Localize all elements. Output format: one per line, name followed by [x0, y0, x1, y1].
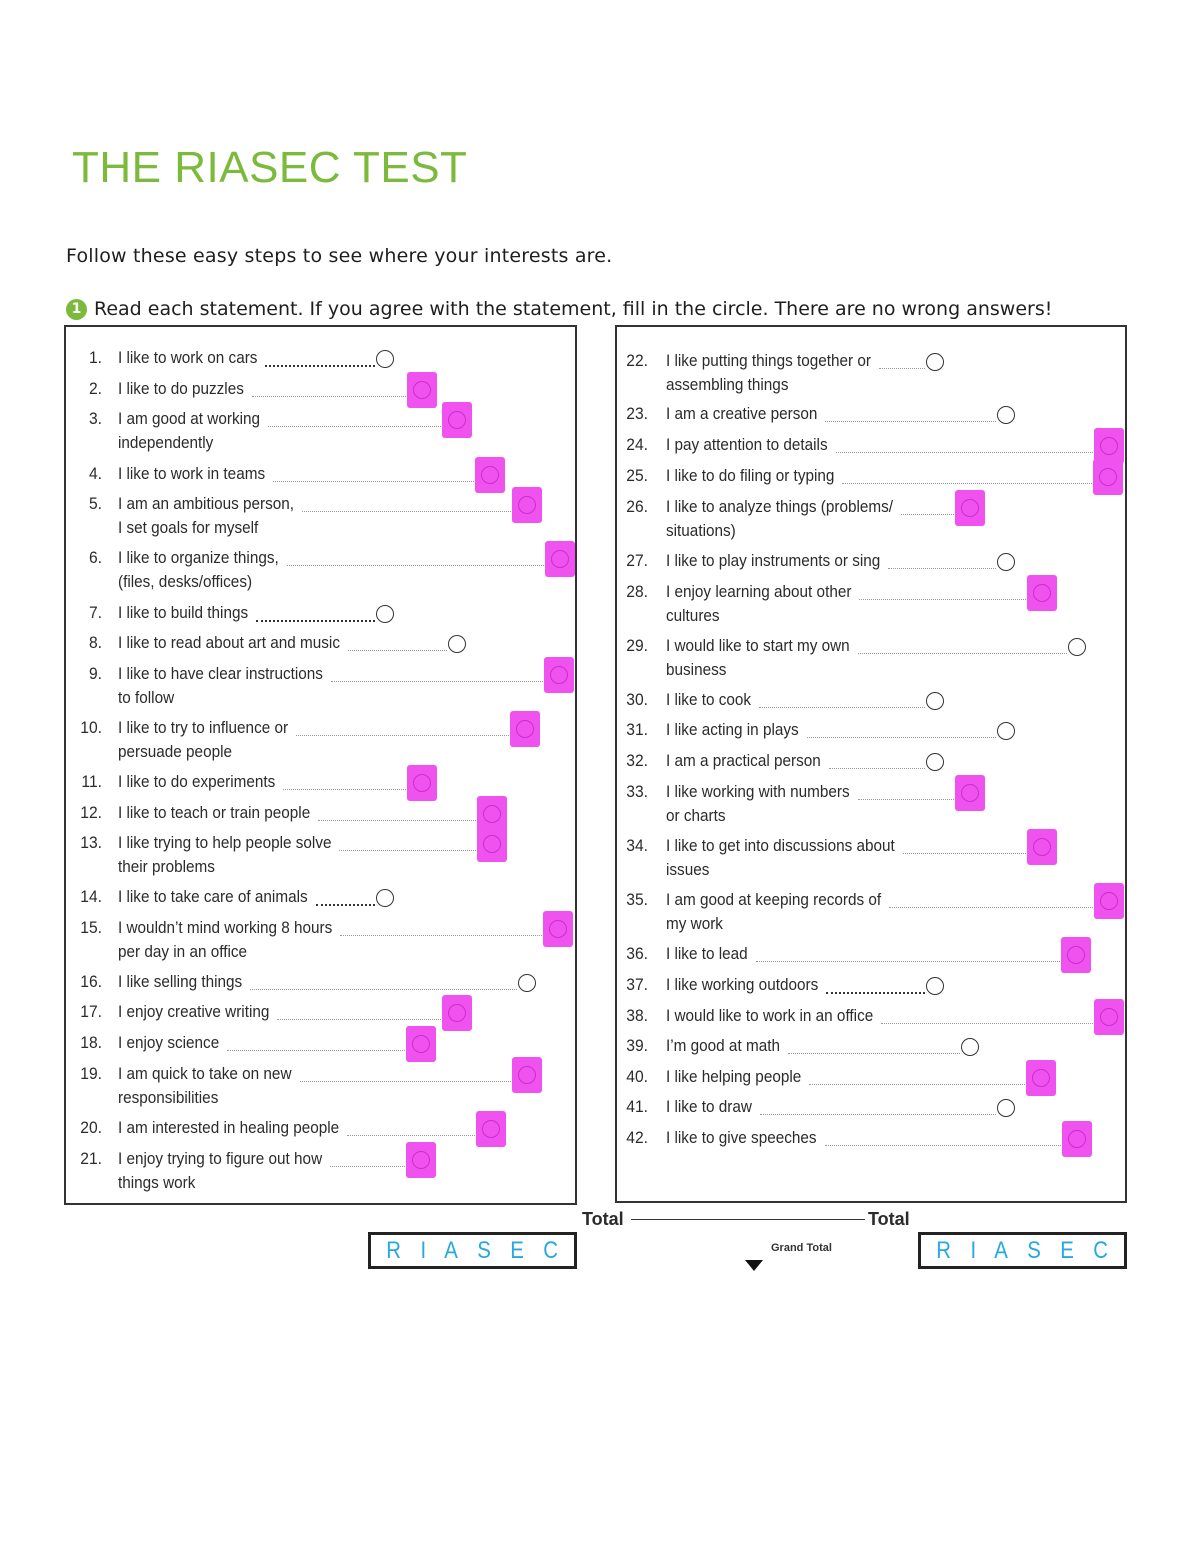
- answer-circle[interactable]: [961, 1038, 979, 1056]
- statement-text: I like to do filing or typing: [666, 466, 835, 485]
- statement-text: I am good at working: [118, 409, 261, 428]
- dotted-leader: [825, 1145, 1067, 1146]
- item-number: 9.: [88, 664, 102, 683]
- answer-circle[interactable]: [516, 720, 534, 738]
- item-number: 2.: [88, 379, 102, 398]
- statement-text: I like selling things: [118, 972, 243, 991]
- riasec-letter-e: E: [510, 1236, 525, 1264]
- item-number: 21.: [80, 1149, 102, 1168]
- answer-circle[interactable]: [448, 411, 466, 429]
- dotted-leader: [901, 514, 960, 515]
- dotted-leader: [888, 568, 996, 569]
- statement-text: I like to do puzzles: [118, 379, 244, 398]
- statement-text-continued: issues: [666, 860, 710, 879]
- total-label-left: Total: [582, 1209, 624, 1229]
- item-number: 22.: [626, 351, 648, 370]
- answer-circle[interactable]: [997, 722, 1015, 740]
- grand-total-label: Grand Total: [771, 1242, 832, 1254]
- down-arrow-icon: [745, 1260, 763, 1271]
- item-number: 31.: [626, 720, 648, 739]
- dotted-leader: [859, 599, 1032, 600]
- statement-text: I like to get into discussions about: [666, 836, 895, 855]
- answer-circle[interactable]: [1032, 1069, 1050, 1087]
- item-number: 23.: [626, 404, 648, 423]
- riasec-letter-c: C: [1093, 1236, 1109, 1264]
- dotted-leader: [277, 1019, 447, 1020]
- total-connector-line: [631, 1219, 865, 1220]
- dotted-leader: [903, 853, 1032, 854]
- statement-text-continued: their problems: [118, 857, 215, 876]
- dotted-leader: [788, 1053, 960, 1054]
- dotted-leader: [826, 992, 925, 994]
- item-number: 20.: [80, 1118, 102, 1137]
- answer-circle[interactable]: [1033, 838, 1051, 856]
- answer-circle[interactable]: [1099, 468, 1117, 486]
- answer-circle[interactable]: [926, 977, 944, 995]
- dotted-leader: [879, 368, 925, 369]
- riasec-total-box-right[interactable]: [918, 1232, 1127, 1269]
- statement-text: I like to lead: [666, 944, 748, 963]
- statement-text: I like to give speeches: [666, 1128, 817, 1147]
- answer-circle[interactable]: [926, 692, 944, 710]
- dotted-leader: [340, 935, 548, 936]
- item-number: 1.: [88, 348, 102, 367]
- dotted-leader: [889, 907, 1099, 908]
- riasec-total-box-left[interactable]: [368, 1232, 577, 1269]
- dotted-leader: [829, 768, 925, 769]
- answer-circle[interactable]: [1100, 1008, 1118, 1026]
- dotted-leader: [825, 421, 996, 422]
- riasec-letter-e: E: [1060, 1236, 1075, 1264]
- statement-text: I wouldn’t mind working 8 hours: [118, 918, 333, 937]
- answer-circle[interactable]: [1068, 1130, 1086, 1148]
- dotted-leader: [296, 735, 515, 736]
- statement-text: I like working with numbers: [666, 782, 850, 801]
- step-1-instruction: [66, 298, 1052, 320]
- dotted-leader: [256, 620, 375, 622]
- statement-text: I like to try to influence or: [118, 718, 289, 737]
- answer-circle[interactable]: [481, 466, 499, 484]
- dotted-leader: [302, 511, 517, 512]
- riasec-letter-i: I: [420, 1236, 426, 1264]
- item-number: 34.: [626, 836, 648, 855]
- dotted-leader: [760, 1114, 996, 1115]
- dotted-leader: [227, 1050, 411, 1051]
- answer-circle[interactable]: [448, 1004, 466, 1022]
- riasec-letter-s: S: [1027, 1236, 1042, 1264]
- answer-circle[interactable]: [961, 499, 979, 517]
- answer-circle[interactable]: [376, 605, 394, 623]
- item-number: 37.: [626, 975, 648, 994]
- page-title: THE RIASEC TEST: [72, 143, 468, 192]
- statement-text: I like to work on cars: [118, 348, 258, 367]
- statement-text: I would like to start my own: [666, 636, 850, 655]
- item-number: 6.: [88, 548, 102, 567]
- item-number: 17.: [80, 1002, 102, 1021]
- item-number: 5.: [88, 494, 102, 513]
- dotted-leader: [265, 365, 375, 367]
- riasec-letter-c: C: [543, 1236, 559, 1264]
- item-number: 28.: [626, 582, 648, 601]
- item-number: 18.: [80, 1033, 102, 1052]
- dotted-leader: [300, 1081, 517, 1082]
- item-number: 30.: [626, 690, 648, 709]
- item-number: 29.: [626, 636, 648, 655]
- item-number: 4.: [88, 464, 102, 483]
- statement-text: I would like to work in an office: [666, 1006, 874, 1025]
- dotted-leader: [858, 653, 1067, 654]
- statement-text-continued: (files, desks/offices): [118, 572, 253, 591]
- statement-text-continued: things work: [118, 1173, 196, 1192]
- answer-circle[interactable]: [448, 635, 466, 653]
- dotted-leader: [331, 681, 549, 682]
- item-number: 8.: [88, 633, 102, 652]
- dotted-leader: [347, 1135, 481, 1136]
- item-number: 42.: [626, 1128, 648, 1147]
- dotted-leader: [250, 989, 517, 990]
- dotted-leader: [858, 799, 960, 800]
- item-number: 13.: [80, 833, 102, 852]
- statement-text: I enjoy learning about other: [666, 582, 852, 601]
- answer-circle[interactable]: [1100, 437, 1118, 455]
- dotted-leader: [252, 396, 412, 397]
- answer-circle[interactable]: [413, 381, 431, 399]
- statement-text: I am good at keeping records of: [666, 890, 882, 909]
- statement-text: I enjoy science: [118, 1033, 220, 1052]
- statement-text: I enjoy creative writing: [118, 1002, 270, 1021]
- answer-circle[interactable]: [997, 406, 1015, 424]
- dotted-leader: [759, 707, 925, 708]
- item-number: 40.: [626, 1067, 648, 1086]
- answer-circle[interactable]: [1068, 638, 1086, 656]
- statement-text: I’m good at math: [666, 1036, 780, 1055]
- statement-text-continued: to follow: [118, 688, 175, 707]
- statement-text: I like to build things: [118, 603, 249, 622]
- statement-text: I am interested in healing people: [118, 1118, 340, 1137]
- dotted-leader: [283, 789, 412, 790]
- item-number: 38.: [626, 1006, 648, 1025]
- answer-circle[interactable]: [518, 496, 536, 514]
- answer-circle[interactable]: [412, 1151, 430, 1169]
- answer-circle[interactable]: [482, 1120, 500, 1138]
- item-number: 10.: [80, 718, 102, 737]
- intro-text: Follow these easy steps to see where your interests are.: [66, 245, 613, 267]
- statement-text-continued: responsibilities: [118, 1088, 219, 1107]
- dotted-leader: [809, 1084, 1031, 1085]
- item-number: 33.: [626, 782, 648, 801]
- item-number: 3.: [88, 409, 102, 428]
- statement-text: I like to cook: [666, 690, 752, 709]
- item-number: 27.: [626, 551, 648, 570]
- riasec-letter-s: S: [477, 1236, 492, 1264]
- statement-text: I like to take care of animals: [118, 887, 308, 906]
- item-number: 41.: [626, 1097, 648, 1116]
- statement-text: I am a creative person: [666, 404, 818, 423]
- item-number: 7.: [88, 603, 102, 622]
- item-number: 11.: [81, 772, 102, 791]
- statement-text-continued: assembling things: [666, 375, 789, 394]
- statement-text: I am a practical person: [666, 751, 821, 770]
- item-number: 26.: [626, 497, 648, 516]
- dotted-leader: [881, 1023, 1099, 1024]
- answer-circle[interactable]: [926, 353, 944, 371]
- riasec-letter-r: R: [386, 1236, 402, 1264]
- answer-circle[interactable]: [551, 550, 569, 568]
- statement-text: I like to play instruments or sing: [666, 551, 881, 570]
- statement-text: I like to draw: [666, 1097, 752, 1116]
- statement-text: I like helping people: [666, 1067, 802, 1086]
- answer-circle[interactable]: [549, 920, 567, 938]
- item-number: 16.: [80, 972, 102, 991]
- riasec-letter-a: A: [994, 1236, 1009, 1264]
- dotted-leader: [330, 1166, 411, 1167]
- item-number: 14.: [80, 887, 102, 906]
- statement-text-continued: per day in an office: [118, 942, 248, 961]
- statement-text-continued: I set goals for myself: [118, 518, 259, 537]
- item-number: 19.: [80, 1064, 102, 1083]
- statement-text-continued: independently: [118, 433, 214, 452]
- statement-text-continued: my work: [666, 914, 723, 933]
- statement-text: I like to teach or train people: [118, 803, 311, 822]
- dotted-leader: [273, 481, 480, 482]
- answer-circle[interactable]: [1067, 946, 1085, 964]
- statement-text-continued: cultures: [666, 606, 720, 625]
- riasec-letter-i: I: [970, 1236, 976, 1264]
- statement-text: I like to analyze things (problems/: [666, 497, 894, 516]
- statement-text: I enjoy trying to figure out how: [118, 1149, 323, 1168]
- step-number-badge: 1: [66, 299, 87, 320]
- answer-circle[interactable]: [483, 805, 501, 823]
- statement-text-continued: persuade people: [118, 742, 233, 761]
- statement-text-continued: business: [666, 660, 727, 679]
- statement-text: I like working outdoors: [666, 975, 819, 994]
- item-number: 12.: [80, 803, 102, 822]
- dotted-leader: [807, 737, 996, 738]
- answer-circle[interactable]: [518, 974, 536, 992]
- dotted-leader: [836, 452, 1099, 453]
- answer-circle[interactable]: [376, 350, 394, 368]
- statement-text: I am an ambitious person,: [118, 494, 295, 513]
- dotted-leader: [348, 650, 447, 651]
- step-1-text: Read each statement. If you agree with the statement, fill in the circle. There are no wrong answers!: [94, 298, 1053, 320]
- statement-text-continued: situations): [666, 521, 736, 540]
- answer-circle[interactable]: [483, 835, 501, 853]
- statement-text-continued: or charts: [666, 806, 726, 825]
- item-number: 35.: [626, 890, 648, 909]
- answer-circle[interactable]: [961, 784, 979, 802]
- statement-text: I pay attention to details: [666, 435, 828, 454]
- dotted-leader: [842, 483, 1098, 484]
- statement-text: I like putting things together or: [666, 351, 871, 370]
- statement-text: I like to read about art and music: [118, 633, 340, 652]
- answer-circle[interactable]: [1033, 584, 1051, 602]
- dotted-leader: [318, 820, 482, 821]
- riasec-letter-r: R: [936, 1236, 952, 1264]
- dotted-leader: [756, 961, 1066, 962]
- answer-circle[interactable]: [1100, 892, 1118, 910]
- statement-text: I like to have clear instructions: [118, 664, 323, 683]
- item-number: 32.: [626, 751, 648, 770]
- answer-circle[interactable]: [412, 1035, 430, 1053]
- answer-circle[interactable]: [518, 1066, 536, 1084]
- statement-text: I like to work in teams: [118, 464, 266, 483]
- answer-circle[interactable]: [550, 666, 568, 684]
- item-number: 25.: [626, 466, 648, 485]
- answer-circle[interactable]: [997, 1099, 1015, 1117]
- statement-text: I like trying to help people solve: [118, 833, 332, 852]
- answer-circle[interactable]: [926, 753, 944, 771]
- answer-circle[interactable]: [376, 889, 394, 907]
- item-number: 24.: [626, 435, 648, 454]
- dotted-leader: [316, 904, 375, 906]
- item-number: 15.: [80, 918, 102, 937]
- answer-circle[interactable]: [997, 553, 1015, 571]
- dotted-leader: [339, 850, 482, 851]
- item-number: 36.: [626, 944, 648, 963]
- riasec-letter-a: A: [444, 1236, 459, 1264]
- dotted-leader: [268, 426, 447, 427]
- statement-text: I like to do experiments: [118, 772, 276, 791]
- statement-text: I am quick to take on new: [118, 1064, 292, 1083]
- statement-text: I like to organize things,: [118, 548, 279, 567]
- dotted-leader: [287, 565, 550, 566]
- statement-text: I like acting in plays: [666, 720, 799, 739]
- total-label-right: Total: [868, 1209, 910, 1229]
- item-number: 39.: [626, 1036, 648, 1055]
- answer-circle[interactable]: [413, 774, 431, 792]
